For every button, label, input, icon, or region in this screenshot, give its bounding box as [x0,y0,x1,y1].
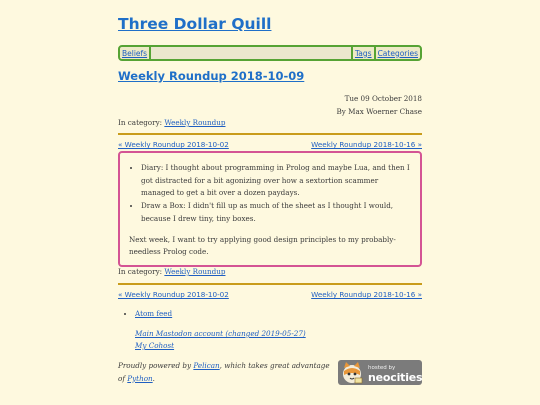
neocities-cat-icon [340,361,364,385]
cohost-link[interactable]: My Cohost [135,341,175,350]
next-post-link[interactable]: Weekly Roundup 2018-10-16 » [311,140,422,149]
list-item: • Draw a Box: I didn't fill up as much of the sheet as I thought I would, because I drew tiny, tiny boxes. [141,200,412,225]
site-title-link[interactable]: Three Dollar Quill [118,15,272,33]
pelican-link[interactable]: Pelican [193,361,220,370]
footer-links [118,309,172,318]
nav-categories-link[interactable]: Categories [377,48,418,58]
category-prefix: In category: [118,118,163,127]
nav-beliefs-link[interactable]: Beliefs [122,48,148,58]
list-item: • Diary: I thought about programming in Prolog and maybe Lua, and then I got distracted for a bit agonizing over how a sextortion scammer managed to get a bit over a dozen paydays. [141,162,412,200]
powered-middle: , which takes great advantage of [118,361,330,383]
list-item [135,309,172,318]
atom-feed-link[interactable]: Atom feed [135,309,173,318]
badge-big-text: neocities [368,371,423,384]
badge-small-text: hosted by [368,365,396,371]
nav-tags-link[interactable]: Tags [354,48,372,58]
prev-post-link[interactable]: « Weekly Roundup 2018-10-02 [118,140,229,149]
powered-prefix: Proudly powered by [118,361,194,370]
divider-rule [118,133,422,135]
post-paragraph: Next week, I want to try applying good design principles to my probably-needless Prolog code. [129,234,396,257]
post-title-link[interactable]: Weekly Roundup 2018-10-09 [118,69,305,83]
python-link[interactable]: Python [127,373,153,383]
category-link[interactable]: Weekly Roundup [164,267,226,276]
post-date: Tue 09 October 2018 [344,94,422,103]
post-author: By Max Woerner Chase [336,107,422,116]
powered-by-text [118,360,334,385]
post-category-bottom [118,267,226,276]
post-category-top [118,118,226,127]
mastodon-link[interactable]: Main Mastodon account (changed 2019-05-27) [135,329,306,338]
divider-rule [118,283,422,285]
navbar [118,45,422,61]
post-content [118,151,422,267]
social-links [135,328,306,352]
category-prefix: In category: [118,267,163,276]
nav-spacer [151,47,351,59]
badge-text [368,362,422,383]
post-navigation-top [118,140,422,149]
category-link[interactable]: Weekly Roundup [164,118,226,127]
powered-suffix: . [152,373,155,383]
neocities-badge[interactable] [338,360,422,385]
post-bullet-list [129,162,412,226]
prev-post-link[interactable]: « Weekly Roundup 2018-10-02 [118,290,229,299]
post-navigation-bottom [118,290,422,299]
next-post-link[interactable]: Weekly Roundup 2018-10-16 » [311,290,422,299]
